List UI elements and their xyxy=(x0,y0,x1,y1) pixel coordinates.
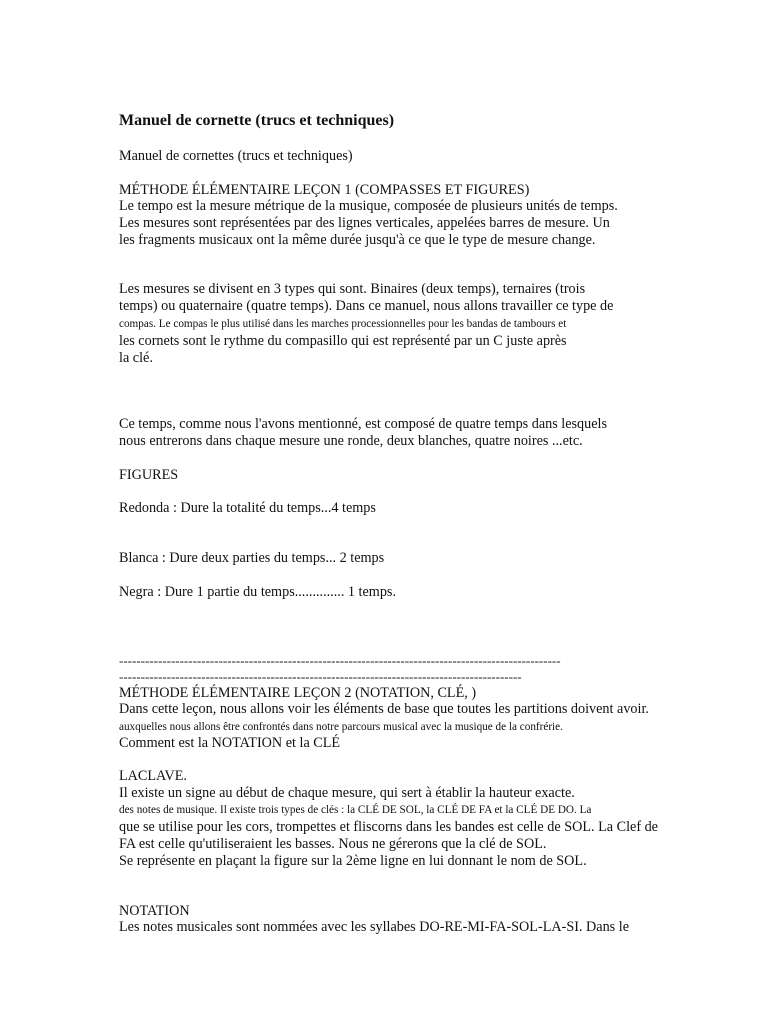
clave-heading: LACLAVE. xyxy=(119,768,187,784)
figure-negra: Negra : Dure 1 partie du temps.............. 1 temps. xyxy=(119,584,396,600)
lesson2-p1-line: Comment est la NOTATION et la CLÉ xyxy=(119,735,341,751)
lesson1-p3-line: nous entrerons dans chaque mesure une ronde, deux blanches, quatre noires ...etc. xyxy=(119,433,583,449)
lesson2-p2-line: Il existe un signe au début de chaque mesure, qui sert à établir la hauteur exacte. xyxy=(119,785,575,801)
separator-line: ------------------------------------------------------------------------------------------------------ xyxy=(119,653,561,668)
figure-redonda: Redonda : Dure la totalité du temps...4 temps xyxy=(119,500,376,516)
notation-heading: NOTATION xyxy=(119,903,190,919)
lesson1-p1-line: Le tempo est la mesure métrique de la musique, composée de plusieurs unités de temps. xyxy=(119,198,618,214)
lesson2-p1-line: Dans cette leçon, nous allons voir les éléments de base que toutes les partitions doivent avoir. xyxy=(119,701,649,717)
lesson2-heading: MÉTHODE ÉLÉMENTAIRE LEÇON 2 (NOTATION, CLÉ, ) xyxy=(119,685,477,701)
lesson1-p2-line: la clé. xyxy=(119,350,153,366)
figures-heading: FIGURES xyxy=(119,467,179,483)
lesson1-p2-line: temps) ou quaternaire (quatre temps). Dans ce manuel, nous allons travailler ce type de xyxy=(119,298,614,314)
lesson1-p1-line: les fragments musicaux ont la même durée jusqu'à ce que le type de mesure change. xyxy=(119,232,596,248)
lesson2-p2-line: que se utilise pour les cors, trompettes et fliscorns dans les bandes est celle de SOL. La Clef de xyxy=(119,819,658,835)
separator-line: --------------------------------------------------------------------------------------------- xyxy=(119,669,522,684)
lesson1-p2-line: les cornets sont le rythme du compasillo qui est représenté par un C juste après xyxy=(119,333,567,349)
lesson1-p3-line: Ce temps, comme nous l'avons mentionné, est composé de quatre temps dans lesquels xyxy=(119,416,607,432)
lesson2-p2-line: des notes de musique. Il existe trois types de clés : la CLÉ DE SOL, la CLÉ DE FA et la CLÉ DE DO. La xyxy=(119,804,592,816)
lesson2-p2-line: Se représente en plaçant la figure sur la 2ème ligne en lui donnant le nom de SOL. xyxy=(119,853,587,869)
lesson1-p2-line: compas. Le compas le plus utilisé dans les marches processionnelles pour les bandas de tambours et xyxy=(119,318,567,330)
document-title: Manuel de cornette (trucs et techniques) xyxy=(119,112,395,129)
lesson2-p2-line: FA est celle qu'utiliseraient les basses. Nous ne gérerons que la clé de SOL. xyxy=(119,836,547,852)
lesson1-p2-line: Les mesures se divisent en 3 types qui sont. Binaires (deux temps), ternaires (trois xyxy=(119,281,586,297)
document-subtitle: Manuel de cornettes (trucs et techniques) xyxy=(119,148,353,164)
lesson1-heading: MÉTHODE ÉLÉMENTAIRE LEÇON 1 (COMPASSES ET FIGURES) xyxy=(119,182,530,198)
figure-blanca: Blanca : Dure deux parties du temps... 2 temps xyxy=(119,550,385,566)
lesson2-p3-line: Les notes musicales sont nommées avec les syllabes DO-RE-MI-FA-SOL-LA-SI. Dans le xyxy=(119,919,629,935)
lesson1-p1-line: Les mesures sont représentées par des lignes verticales, appelées barres de mesure. Un xyxy=(119,215,610,231)
lesson2-p1-line: auxquelles nous allons être confrontés dans notre parcours musical avec la musique de la confrérie. xyxy=(119,721,563,733)
